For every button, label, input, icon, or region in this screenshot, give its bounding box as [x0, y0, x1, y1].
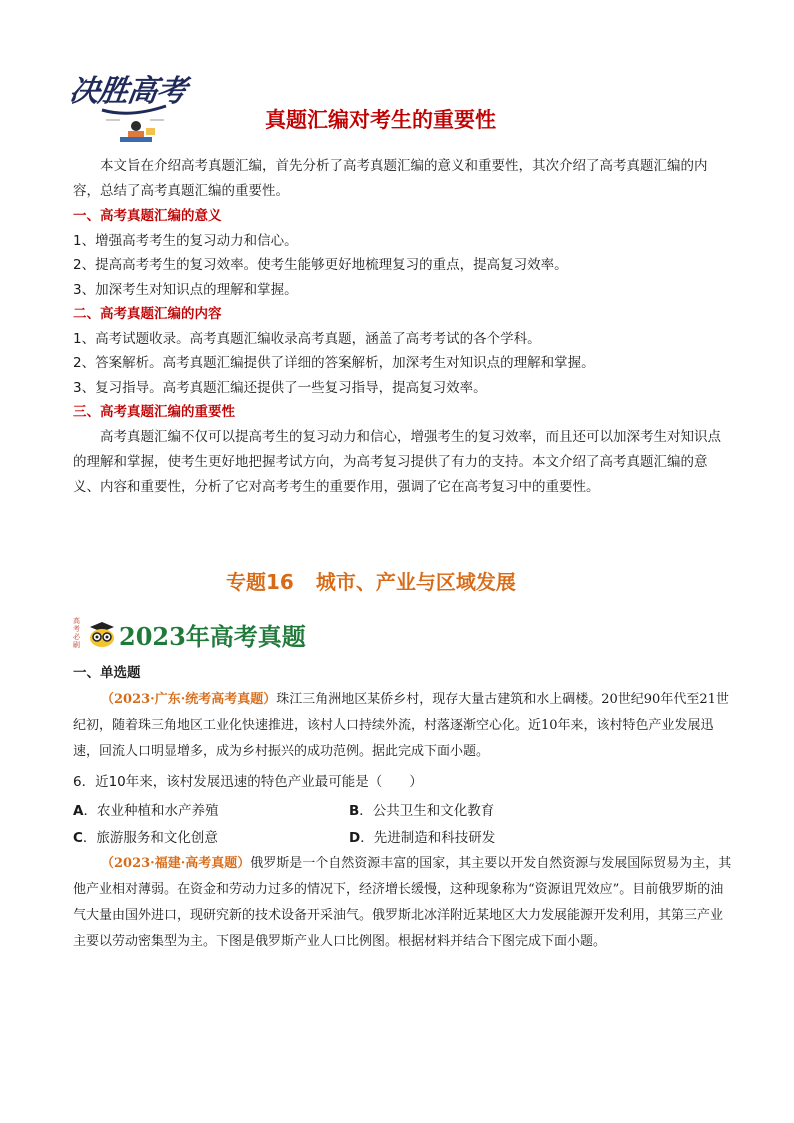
exam-section-label: 2023年高考真题 — [119, 622, 306, 651]
topic-title — [226, 566, 516, 595]
section-3-body: 高考真题汇编不仅可以提高考生的复习动力和信心，增强考生的复习效率，而且还可以加深考生对知识点的理解和掌握，使考生更好地把握考试方向，为高考复习提供了有力的支持。本文介绍了高考真题汇编的意义、内容和重要性，分析了它对高考考生的重要作用，强调了它在高考复习中的重要性。 — [73, 429, 721, 495]
brand-logo — [67, 66, 200, 144]
document-title: 真题汇编对考生的重要性 — [265, 108, 496, 132]
passage-1 — [73, 687, 733, 765]
section-1-item: 2、提高高考考生的复习效率。使考生能够更好地梳理复习的重点，提高复习效率。 — [73, 257, 568, 273]
topic-prefix: 专题16 — [226, 570, 294, 594]
passage-2 — [73, 851, 733, 955]
option-b[interactable]: B．公共卫生和文化教育 — [349, 803, 495, 819]
section-1-item: 3、加深考生对知识点的理解和掌握。 — [73, 282, 298, 298]
section-2-item: 3、复习指导。高考真题汇编还提供了一些复习指导，提高复习效率。 — [73, 380, 487, 396]
section-2-item: 1、高考试题收录。高考真题汇编收录高考真题，涵盖了高考考试的各个学科。 — [73, 331, 541, 347]
question-6-stem: 6．近10年来，该村发展迅速的特色产业最可能是（ ） — [73, 774, 423, 790]
owl-scholar-icon — [87, 619, 117, 649]
passage-1-text: 珠江三角洲地区某侨乡村，现存大量古建筑和水上碉楼。20世纪90年代至21世纪初，随着珠三角地区工业化快速推进，该村人口持续外流，村落逐渐空心化。近10年来，该村特色产业发展迅速，回流人口明显增多，成为乡村振兴的成功范例。据此完成下面小题。 — [73, 692, 729, 759]
passage-2-text: 俄罗斯是一个自然资源丰富的国家，其主要以开发自然资源与发展国际贸易为主，其他产业相对薄弱。在资金和劳动力过多的情况下，经济增长缓慢，这种现象称为“资源诅咒效应”。目前俄罗斯的油气大量由国外进口，现研究新的技术设备开采油气。俄罗斯北冰洋附近某地区大力发展能源开发利用，其第三产业主要以劳动密集型为主。下图是俄罗斯产业人口比例图。根据材料并结合下图完成下面小题。 — [73, 856, 732, 949]
exam-vertical-label: 高考必刷 — [73, 617, 80, 649]
section-1-item: 1、增强高考考生的复习动力和信心。 — [73, 233, 298, 249]
single-choice-heading: 一、单选题 — [73, 665, 141, 681]
section-2-item: 2、答案解析。高考真题汇编提供了详细的答案解析，加深考生对知识点的理解和掌握。 — [73, 355, 595, 371]
topic-name: 城市、产业与区域发展 — [315, 570, 516, 594]
section-1-heading: 一、高考真题汇编的意义 — [73, 208, 222, 224]
intro-paragraph: 本文旨在介绍高考真题汇编，首先分析了高考真题汇编的意义和重要性，其次介绍了高考真题汇编的内容，总结了高考真题汇编的重要性。 — [73, 158, 708, 199]
option-c[interactable]: C．旅游服务和文化创意 — [73, 830, 218, 846]
passage-2-source: （2023·福建·高考真题） — [101, 856, 251, 871]
passage-1-source: （2023·广东·统考高考真题） — [101, 692, 277, 707]
student-reading-icon — [100, 104, 170, 144]
option-d[interactable]: D．先进制造和科技研发 — [349, 830, 496, 846]
logo-text: 决胜高考 — [67, 74, 188, 109]
option-a[interactable]: A．农业种植和水产养殖 — [73, 803, 219, 819]
section-2-heading: 二、高考真题汇编的内容 — [73, 306, 222, 322]
section-3-heading: 三、高考真题汇编的重要性 — [73, 404, 235, 420]
